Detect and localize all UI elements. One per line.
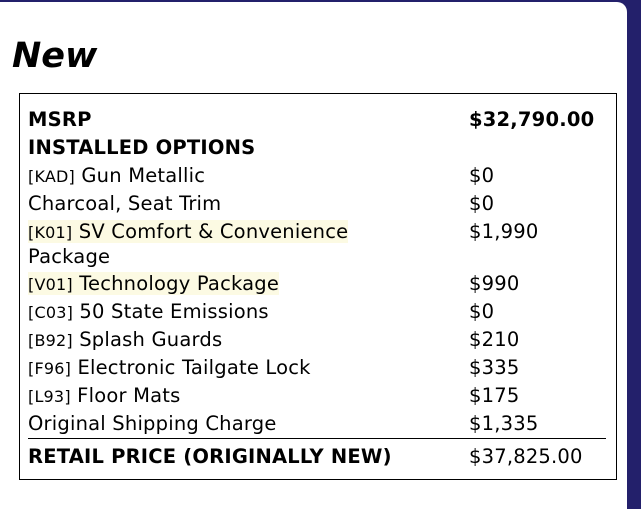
retail-price-label: RETAIL PRICE (ORIGINALLY NEW): [28, 445, 392, 468]
option-price: $335: [469, 356, 520, 379]
option-highlight: [28, 220, 348, 243]
option-label: [28, 220, 458, 269]
option-label: [28, 300, 458, 325]
option-name-continued: Package: [28, 245, 111, 268]
installed-options-label: INSTALLED OPTIONS: [28, 136, 256, 159]
option-label: [28, 164, 458, 189]
option-price: $1,990: [469, 220, 539, 243]
option-name: SV Comfort & Convenience: [78, 220, 349, 243]
option-price: $175: [469, 384, 520, 407]
option-label: [28, 272, 458, 297]
option-name: Floor Mats: [77, 384, 181, 407]
msrp-label: MSRP: [28, 108, 92, 131]
option-label: [28, 412, 458, 436]
option-code: [L93]: [28, 387, 71, 406]
page-title: New: [12, 36, 98, 76]
option-price: $210: [469, 328, 520, 351]
msrp-price: $32,790.00: [469, 108, 595, 131]
price-breakdown-box: [19, 93, 617, 480]
option-name: Original Shipping Charge: [28, 412, 277, 435]
option-name: Charcoal, Seat Trim: [28, 192, 222, 215]
option-code: [C03]: [28, 303, 74, 322]
total-divider: [28, 438, 606, 439]
option-name: Technology Package: [79, 272, 280, 295]
option-name: Gun Metallic: [81, 164, 206, 187]
option-code: [F96]: [28, 359, 72, 378]
option-price: $0: [469, 192, 495, 215]
option-label: [28, 356, 458, 381]
option-label: [28, 384, 458, 409]
option-price: $990: [469, 272, 520, 295]
option-price: $0: [469, 164, 495, 187]
option-highlight: [28, 272, 279, 295]
option-name: 50 State Emissions: [79, 300, 269, 323]
option-label: [28, 192, 458, 216]
option-name: Electronic Tailgate Lock: [77, 356, 311, 379]
pricing-panel: [0, 2, 627, 509]
option-label: [28, 328, 458, 353]
option-code: [B92]: [28, 331, 73, 350]
option-name: Splash Guards: [79, 328, 223, 351]
option-code: [K01]: [28, 223, 73, 242]
option-code: [V01]: [28, 275, 73, 294]
option-price: $1,335: [469, 412, 539, 435]
option-code: [KAD]: [28, 167, 75, 186]
option-price: $0: [469, 300, 495, 323]
retail-price-value: $37,825.00: [469, 445, 583, 468]
